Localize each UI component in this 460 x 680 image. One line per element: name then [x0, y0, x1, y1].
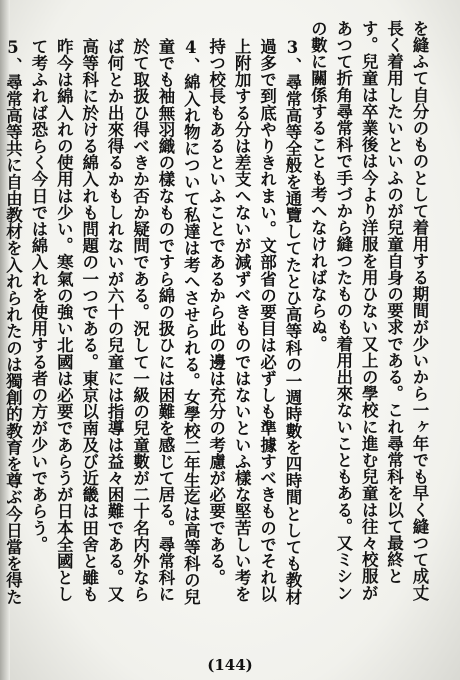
paragraph-3: 3、尋常高等全般を通覽してたとひ高等科の一週時數を四時間としても教材過多で到底やりきれまい。文部省の要目は必ずしも準據すべきものでそれ以上附加する分は差支へないが減ずべきものではないといふ樣な堅苦しい考を持つ校長もあるといふことであるから此の邊は充分の考慮が必要である。 [206, 38, 302, 606]
paragraph-4: 4、綿入れ物について私達は考へさせられる。女學校二年生迄は高等科の兒童でも袖無羽織の樣なものですら綿の扱ひには困難を感じて居る。尋常科に於て取扱ひ得べきか否か疑問である。況して一級の兒童數が二十名内外ならば何とか出來得るかもしれないが六十の兒童には指導は益々困難である。又高等科に於ける綿入れも問題の一つである。東京以南及び近畿は田舍と雖も昨今は綿入れの使用は少い。寒氣の強い北國は必要であらうが日本全國として考ふれば恐らく今日では綿入れを使用する者の方が少いであらう。 [28, 38, 201, 606]
paragraph-1: を縫ふて自分のものとして着用する期間が少いから一ヶ年でも早く縫つて成丈長く着用したいといふのが兒童自身の要求である。これ尋常科を以て最終とす。兒童は卒業後は今より洋服を用ひない又上の學校に進む兒童は往々校服があつて折角尋常科で手づから縫つたものも着用出來ないこともある。又ミシンの數に關係することも考へなければならぬ。 [308, 20, 429, 601]
paragraph-5: 5、尋常高等共に自由教材を入れられたのは獨創的教育を尊ぶ今日當を得た [3, 38, 23, 606]
body-text [0, 20, 432, 610]
page-number: (144) [207, 656, 253, 674]
